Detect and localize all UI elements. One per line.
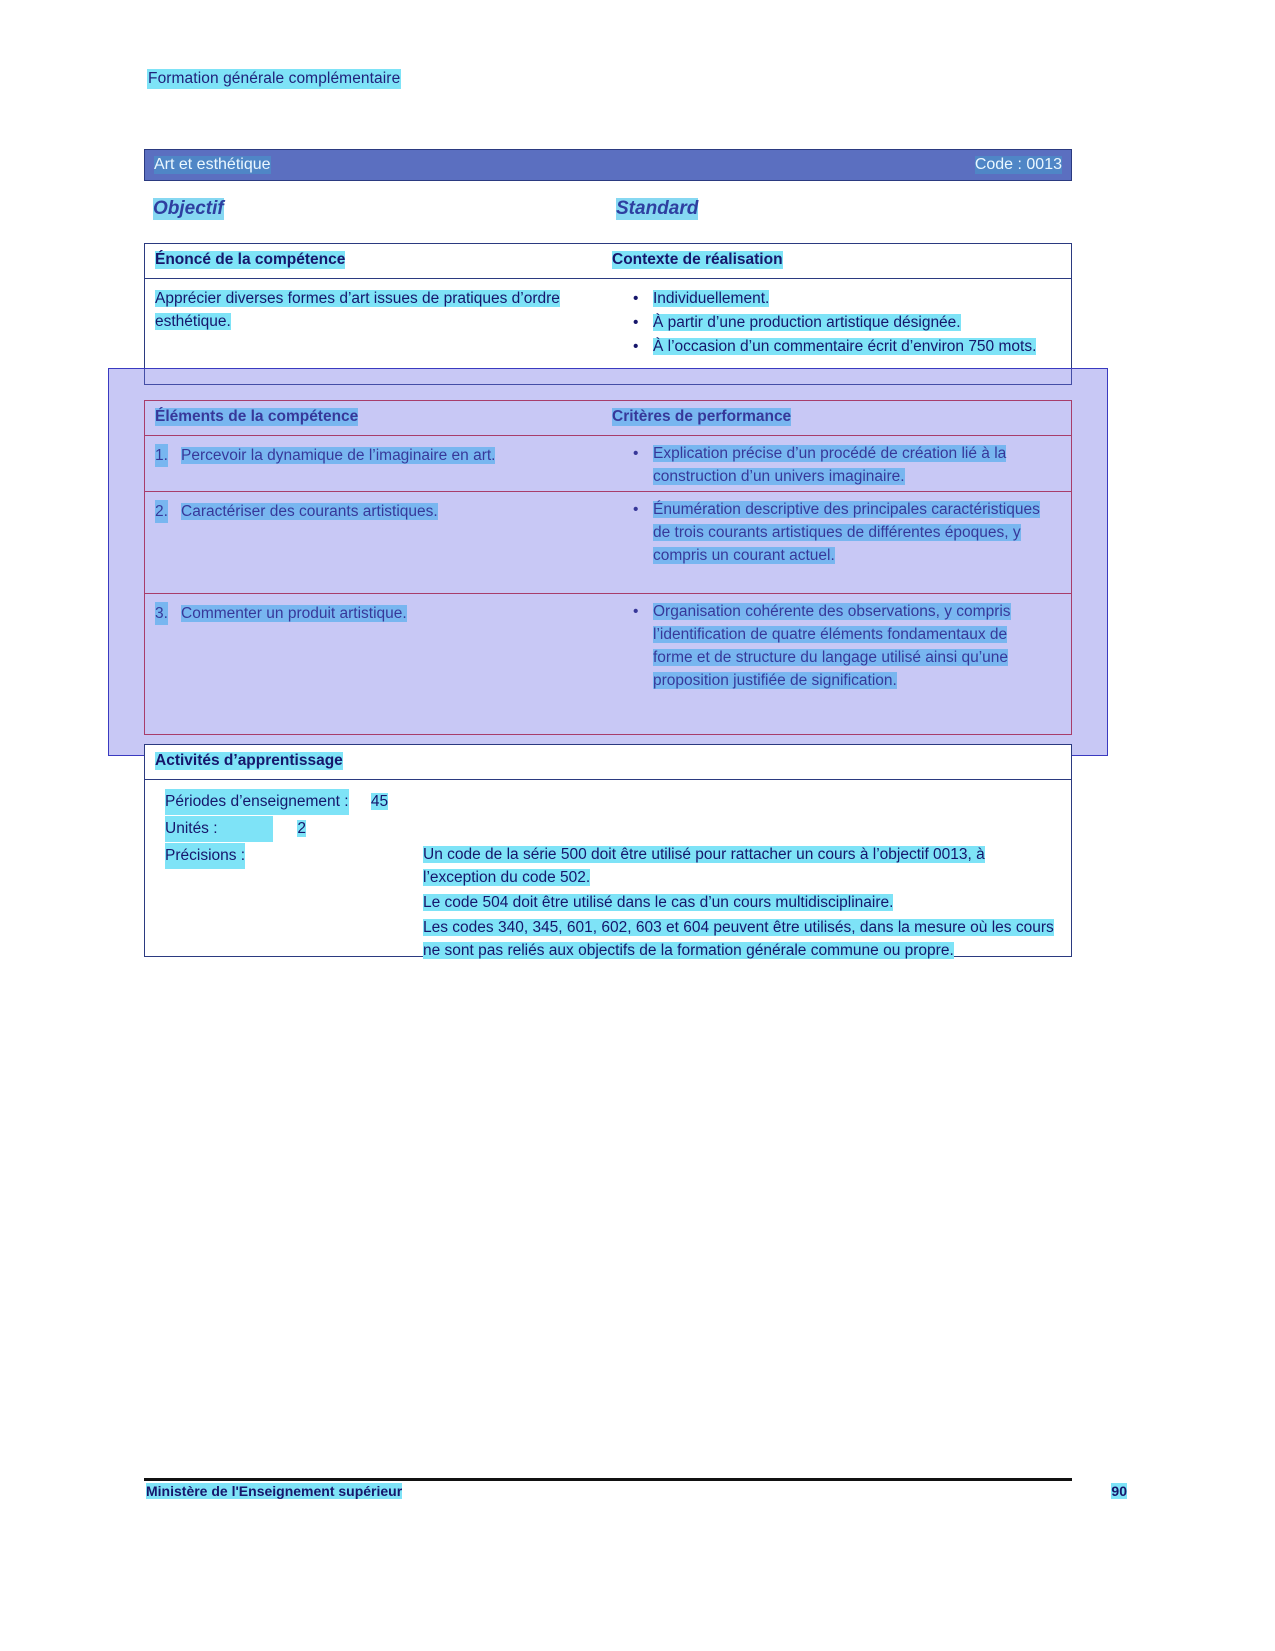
periodes-value: 45 [370,793,389,810]
header-contexte-realisation: Contexte de réalisation [612,251,783,268]
table-body-row [145,279,1071,383]
periodes-label: Périodes d’enseignement : [165,789,349,815]
header-elements-competence: Éléments de la compétence [155,408,359,425]
course-title-band [144,149,1072,181]
competence-statement-table [144,243,1072,385]
element-cell [155,602,595,625]
periodes-line [155,789,388,815]
column-heading-objectif: Objectif [153,198,224,219]
header-enonce-competence: Énoncé de la compétence [155,251,346,268]
element-text: Commenter un produit artistique. [181,605,407,622]
footer-page-number: 90 [1111,1483,1127,1499]
element-text: Percevoir la dynamique de l’imaginaire en art. [181,447,496,464]
activities-body [145,780,1071,959]
list-item: • Énumération descriptive des principales caractéristiques de trois courants artistiques de différentes époques, y compris un courant actuel. [625,498,1045,567]
precisions-label-wrap [155,843,245,869]
table-header-row [145,244,1071,279]
footer-divider [144,1478,1072,1481]
list-item: • À partir d’une production artistique désignée. [625,311,1045,334]
element-number: 3. [155,602,168,625]
element-number: 1. [155,444,168,467]
criteria-cell [625,442,1045,489]
enonce-competence-text: Apprécier diverses formes d’art issues de pratiques d’ordre esthétique. [155,290,560,330]
header-activites-apprentissage: Activités d’apprentissage [155,752,343,769]
precision-item: Les codes 340, 345, 601, 602, 603 et 604 peuvent être utilisés, dans la mesure où les cours ne sont pas reliés aux objectifs de la formation générale commune ou propre. [423,919,1054,959]
table-header-row [145,745,1071,780]
element-cell [155,444,595,467]
precisions-label: Précisions : [165,843,245,869]
element-text: Caractériser des courants artistiques. [181,503,438,520]
header-criteres-performance: Critères de performance [612,408,792,425]
course-code: Code : 0013 [974,156,1062,173]
competence-elements-table [144,400,1072,735]
table-row [145,436,1071,492]
unites-value: 2 [297,820,306,837]
precisions-list [423,843,1059,962]
contexte-realisation-list [625,287,1045,359]
objectif-standard-row [144,198,1072,228]
running-header: Formation générale complémentaire [148,70,401,87]
list-item: • À l’occasion d’un commentaire écrit d’environ 750 mots. [625,335,1045,358]
element-cell [155,500,595,523]
course-title: Art et esthétique [154,156,271,173]
precision-item: Le code 504 doit être utilisé dans le cas d’un cours multidisciplinaire. [423,894,894,911]
column-heading-standard: Standard [616,198,699,219]
table-row [145,594,1071,736]
unites-line [155,816,306,842]
criteria-cell [625,600,1045,693]
unites-label: Unités : [165,816,273,842]
criteria-cell [625,498,1045,568]
precision-item: Un code de la série 500 doit être utilisé pour rattacher un cours à l’objectif 0013, à l’exception du code 502. [423,846,985,886]
list-item: • Individuellement. [625,287,1045,310]
table-row [145,492,1071,594]
learning-activities-table [144,744,1072,957]
list-item: • Organisation cohérente des observations, y compris l’identification de quatre éléments fondamentaux de forme et de structure du langage utilisé ainsi qu’une proposition justifiée de signification. [625,600,1045,692]
footer-ministry: Ministère de l'Enseignement supérieur [146,1483,403,1499]
table-header-row [145,401,1071,436]
element-number: 2. [155,500,168,523]
list-item: • Explication précise d’un procédé de création lié à la construction d’un univers imaginaire. [625,442,1045,488]
